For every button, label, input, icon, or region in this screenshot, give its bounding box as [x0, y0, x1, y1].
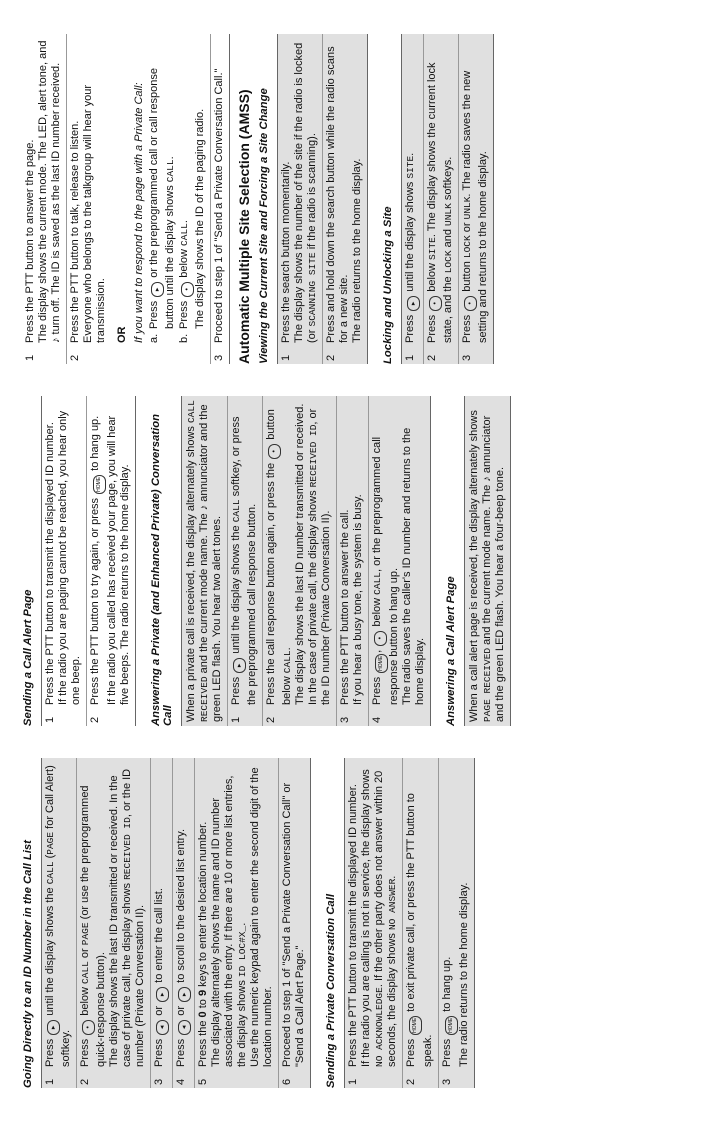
display-text: PAGE [80, 922, 91, 946]
step-text [44, 762, 73, 1067]
text: Press [426, 314, 438, 343]
step [369, 396, 431, 726]
text: Press [404, 314, 416, 343]
step [195, 758, 279, 1088]
step-number: 1 [347, 1078, 359, 1085]
text: . [236, 922, 248, 926]
text: , or the ID number (Private Conversation II). [307, 408, 332, 705]
step-number: 2 [89, 716, 101, 723]
step [278, 34, 323, 364]
step-number: 1 [404, 354, 416, 361]
display-text: CALL [80, 961, 91, 984]
step-text [426, 38, 455, 343]
key-label: 9 [197, 989, 209, 997]
display-text: NO ACKNOWLEDGE [374, 987, 385, 1067]
steps-table [41, 396, 136, 726]
step-text [213, 38, 226, 343]
step-number: 4 [371, 716, 383, 723]
text: If the radio you are calling is not in service, the display shows [360, 769, 372, 1067]
display-text: NO ANSWER [387, 878, 398, 931]
text: Use the numeric keypad again to enter the second digit of the location number. [249, 767, 274, 1067]
intro-paragraph [465, 396, 511, 726]
step-number: 4 [175, 1078, 187, 1085]
text: Press [44, 1038, 56, 1067]
step-text [153, 762, 169, 1067]
step [151, 758, 173, 1088]
text: below [371, 597, 383, 627]
step [42, 758, 77, 1088]
music-note-icon: ♪ [481, 476, 493, 482]
text: Press the call response button again, or press the [265, 462, 277, 705]
text: to scroll to the desired list entry. [175, 828, 187, 983]
display-text: UNLK [462, 196, 473, 220]
text: or the preprogrammed call or call response button until the display shows [148, 68, 176, 329]
home-button-icon: HOME [409, 1016, 422, 1035]
step-number: 3 [153, 1078, 165, 1085]
text: to [197, 999, 209, 1009]
text: The display shows the last ID transmitted or received. In the case of private call, the display shows [108, 775, 133, 1067]
column-1 [22, 758, 475, 1088]
display-text: UNLK [443, 203, 454, 226]
text: . The radio saves the new setting and returns to the home display. [461, 70, 489, 343]
display-text: CALL [372, 572, 383, 595]
step-text [405, 762, 435, 1067]
step [459, 34, 494, 364]
step-text [44, 400, 83, 705]
text: to hang up. [441, 956, 453, 1012]
step [67, 34, 211, 364]
text: for Call Alert) softkey. [44, 765, 72, 1067]
display-text: CALL [231, 499, 242, 523]
text: or [175, 1005, 187, 1016]
text: turn off. The ID is saved as the last ID number received. [50, 62, 62, 335]
text: below [426, 263, 438, 292]
step-number: 1 [44, 1078, 56, 1085]
text: . [178, 220, 190, 224]
text: and [442, 229, 454, 248]
softkey-dot-icon: • [82, 1020, 95, 1035]
step-text [265, 400, 333, 705]
step [323, 34, 368, 364]
text: keys to enter the location number. [197, 821, 209, 987]
step-text [24, 38, 63, 343]
note: If you want to respond to the page with a Private Call: [133, 82, 145, 343]
step-number: 2 [325, 354, 337, 361]
text: Press the PTT button to talk, release to listen. [69, 120, 81, 343]
step-text [339, 400, 365, 705]
section-title: Locking and Unlocking a Site [382, 206, 394, 364]
step-text [175, 762, 191, 1067]
display-text: CALL [179, 223, 190, 246]
text: until the display shows the [44, 887, 56, 1016]
text: to enter the call list. [153, 888, 165, 983]
text: If the radio you called has received your page, you will hear five beeps. The radio returns to the home display. [106, 415, 131, 705]
text: , [371, 649, 383, 653]
softkey-dot-icon: • [429, 296, 442, 311]
text: . [404, 152, 416, 156]
text: Press [175, 1038, 187, 1067]
text: . [281, 647, 293, 651]
text: to hang up. [89, 415, 101, 471]
text: . The display shows the current lock state, and the [426, 62, 454, 343]
step-text [79, 762, 147, 1067]
step [337, 396, 369, 726]
text: . [386, 875, 398, 879]
home-button-icon: HOME [93, 475, 106, 494]
step [279, 758, 311, 1088]
text: Press [79, 1038, 91, 1067]
section-title: Answering a Call Alert Page [445, 576, 457, 726]
text: until the display shows [404, 181, 416, 292]
display-text: RECEIVED ID [308, 424, 319, 488]
text: The display shows the current mode. The LED, alert tone, and [37, 40, 49, 343]
column-2 [22, 396, 511, 726]
sub-step-label: b. [178, 333, 190, 343]
step [403, 758, 439, 1088]
home-button-icon: HOME [445, 1016, 458, 1035]
display-text: SITE [405, 155, 416, 179]
right-arrow-icon: ▸ [407, 296, 420, 311]
column-3 [22, 34, 494, 364]
text: and the current mode name. The [481, 484, 493, 645]
text: annunciator and the green LED flash. You hear a four-beep tone. [481, 415, 506, 722]
text: (or use the preprogrammed quick-response button). [79, 785, 107, 1067]
step [424, 34, 459, 364]
text: , or the preprogrammed call response button to hang up. [371, 436, 400, 705]
text: softkeys. [442, 156, 454, 201]
text: Everyone who belongs to the talkgroup will hear your transmission. [82, 84, 107, 343]
step-number: 1 [44, 716, 56, 723]
softkey-dot-icon: • [268, 444, 281, 459]
text: The radio returns to the home display. [351, 158, 363, 343]
step-text [371, 400, 427, 705]
display-text: SITE [427, 237, 438, 260]
music-note-icon: ♪ [50, 337, 62, 343]
text: ( [44, 854, 56, 859]
text: button [461, 261, 473, 292]
text: The radio saves the caller's ID number and returns to the home display. [401, 427, 426, 705]
text: Press [371, 676, 383, 705]
or-label: OR [116, 326, 128, 343]
steps-table [277, 34, 368, 364]
text: or [461, 222, 473, 233]
display-text: ID LOC#X_ [237, 925, 248, 978]
step-number: 2 [405, 1078, 417, 1085]
softkey-dot-icon: • [464, 296, 477, 311]
step [173, 758, 195, 1088]
text: . [164, 156, 176, 160]
right-arrow-icon: ▸ [156, 987, 169, 1002]
text: Proceed to step 1 of "Send a Private Conversation Call." [213, 68, 225, 343]
display-text: CALL RECEIVED [186, 400, 210, 722]
display-text: LOCK [462, 235, 473, 259]
key-label: 0 [197, 1011, 209, 1018]
text: Press the [197, 1020, 209, 1067]
step-number: 3 [213, 354, 225, 361]
section-title: Viewing the Current Site and Forcing a Site Change [258, 88, 270, 364]
text: When a call alert page is received, the display alternately shows [468, 410, 480, 722]
text: or [153, 1005, 165, 1016]
text: Press the PTT button to try again, or press [89, 497, 101, 705]
display-text: LOCK [443, 250, 454, 274]
display-text: CALL [45, 861, 56, 885]
text: If the radio you are paging cannot be reached, you hear only one beep. [57, 410, 82, 705]
softkey-dot-icon: • [181, 282, 194, 297]
step-text [281, 762, 307, 1067]
step-number: 3 [339, 716, 351, 723]
text: The display shows the number of the site if the radio is locked (or [293, 42, 318, 343]
text: button below [265, 409, 293, 705]
step-number: 1 [24, 354, 36, 361]
softkey-dot-icon: • [374, 631, 387, 646]
step-text [325, 38, 364, 343]
text: The display alternately shows the name and ID number associated with the entry. If there are 10 or more list entries, the display shows [210, 775, 248, 1067]
text: Press [461, 314, 473, 343]
text: to exit private call, or press the PTT button to speak. [405, 793, 434, 1067]
text: , or the ID number (Private Conversation II). [121, 768, 146, 1067]
text: Press [178, 300, 190, 329]
step [402, 34, 424, 364]
steps-table [401, 34, 494, 364]
section-title: Going Directly to an ID Number in the Call List [22, 840, 34, 1088]
step-number: 1 [280, 354, 292, 361]
step-text [230, 400, 259, 705]
text: Press the PTT button to transmit the displayed ID number. [44, 422, 56, 705]
step [263, 396, 337, 726]
text: Press [405, 1038, 417, 1067]
step [227, 396, 263, 726]
section-title: Sending a Call Alert Page [22, 589, 34, 726]
text: Press and hold down the search button while the radio scans for a new site. [325, 46, 350, 343]
step-text [441, 762, 471, 1067]
text: and the current mode name. The [198, 513, 210, 674]
text: Press the PTT button to answer the page. [24, 139, 36, 343]
step [439, 758, 475, 1088]
step-number: 5 [197, 1078, 209, 1085]
display-text: PAGE [45, 831, 56, 855]
text: . If the other party does not answer within 20 seconds, the display shows [373, 770, 398, 1067]
text: If you hear a busy tone, the system is busy. [352, 494, 364, 705]
display-text: CALL [165, 159, 176, 183]
text: annunciator and the green LED flash. You hear two alert tones. [198, 404, 223, 722]
text: Press [153, 1038, 165, 1067]
step-number: 3 [441, 1078, 453, 1085]
steps-table [344, 758, 475, 1088]
text: Press [148, 300, 160, 329]
step [211, 34, 230, 364]
section-title: Sending a Private Conversation Call [325, 894, 337, 1088]
text: Press [441, 1038, 453, 1067]
text: or [79, 948, 91, 959]
step-number: 2 [265, 716, 277, 723]
display-text: RECEIVED ID [122, 817, 133, 880]
display-text: SCANNING SITE [307, 252, 318, 327]
step-number: 2 [426, 354, 438, 361]
section-title: Answering a Private (and Enhanced Private) Conversation Call [150, 413, 174, 726]
text: if the radio is scanning). [306, 133, 318, 250]
text: Press the PTT button to answer the call. [339, 509, 351, 705]
display-text: PAGE RECEIVED [482, 647, 493, 722]
text: Press the PTT button to transmit the displayed ID number. [347, 784, 359, 1067]
display-text: CALL [282, 650, 293, 674]
sub-step-label: a. [148, 333, 160, 343]
step-number: 2 [79, 1078, 91, 1085]
step-text [347, 762, 399, 1067]
step [345, 758, 403, 1088]
left-arrow-icon: ◂ [156, 1020, 169, 1035]
step-text [89, 400, 132, 705]
text: Press [230, 676, 242, 705]
right-arrow-icon: ▸ [178, 987, 191, 1002]
right-arrow-icon: ▸ [233, 658, 246, 673]
right-arrow-icon: ▸ [151, 282, 164, 297]
sub-step [148, 38, 177, 343]
sub-step [178, 38, 207, 343]
step [42, 396, 87, 726]
text: below [178, 249, 190, 278]
step [22, 34, 67, 364]
home-button-icon: HOME [375, 654, 388, 673]
step-text [197, 762, 275, 1067]
text: until the display shows the [230, 525, 242, 654]
text: Press the search button momentarily. [280, 161, 292, 343]
text: The display shows the last ID number transmitted or received. In the case of private call, the display shows [294, 403, 319, 705]
steps-table [22, 34, 230, 364]
text: When a private call is received, the display alternately shows [185, 426, 197, 722]
steps-table [464, 396, 511, 726]
text: below [79, 987, 91, 1016]
step-number: 1 [230, 716, 242, 723]
step-text [461, 38, 490, 343]
step-number: 6 [281, 1078, 293, 1085]
step-number: 3 [461, 354, 473, 361]
steps-table [41, 758, 311, 1088]
step-text [404, 38, 420, 343]
step [87, 396, 136, 726]
step-text [280, 38, 319, 343]
section-heading: Automatic Multiple Site Selection (AMSS) [236, 89, 252, 364]
intro-paragraph [182, 396, 227, 726]
text: softkey, or press the preprogrammed call response button. [230, 416, 258, 705]
step [77, 758, 151, 1088]
text: The radio returns to the home display. [458, 882, 470, 1067]
text: The display shows the ID of the paging radio. [194, 108, 206, 329]
steps-table [181, 396, 431, 726]
right-arrow-icon: ▸ [47, 1020, 60, 1035]
text: Proceed to step 1 of "Send a Private Conversation Call" or "Send a Call Alert Page." [281, 782, 306, 1067]
step-text [69, 38, 207, 343]
step-number: 2 [69, 354, 81, 361]
left-arrow-icon: ◂ [178, 1020, 191, 1035]
music-note-icon: ♪ [198, 504, 210, 511]
